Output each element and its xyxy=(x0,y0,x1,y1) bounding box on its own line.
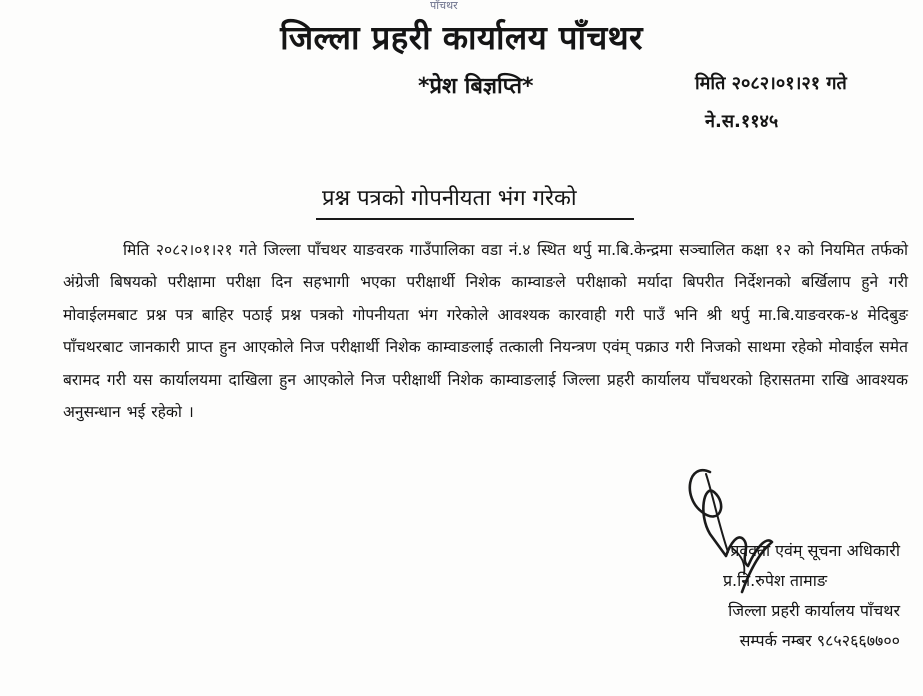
signature-block xyxy=(630,536,900,656)
press-release-label: *प्रेश बिज्ञप्ति* xyxy=(418,74,534,99)
signatory-office: जिल्ला प्रहरी कार्यालय पाँचथर xyxy=(728,601,900,620)
reference-number: ने.स.११४५ xyxy=(705,111,779,132)
signatory-designation: प्रवक्ता एवंम् सूचना अधिकारी xyxy=(730,541,900,560)
subject-underline xyxy=(316,218,634,220)
cropped-header-fragment: पाँचथर xyxy=(430,0,458,12)
signatory-name: प्र.नि.रुपेश तामाङ xyxy=(722,571,828,590)
body-paragraph: मिति २०८२।०१।२१ गते जिल्ला पाँचथर याङवरक गाउँपालिका वडा नं.४ स्थित थर्पु मा.बि.केन्द्रमा सञ्चालित कक्षा १२ को नियमित तर्फको अंग्रेजी बिषयको परीक्षामा परीक्षा दिन सहभागी भएका परीक्षार्थी निशेक काम्वाङले परीक्षाको मर्यादा बिपरीत निर्देशनको बर्खिलाप हुने गरी मोवाईलमबाट प्रश्न पत्र बाहिर पठाई प्रश्न पत्रको गोपनीयता भंग गरेकोले आवश्यक कारवाही गरी पाउँ भनि श्री थर्पु मा.बि.याङवरक-४ मेदिबुङ पाँचथरबाट जानकारी प्राप्त हुन आएकोले निज परीक्षार्थी निशेक काम्वाङलाई तत्काली नियन्त्रण एवंम् पक्राउ गरी निजको साथमा रहेको मोवाईल समेत बरामद गरी यस कार्यालयमा दाखिला हुन आएकोले निज परीक्षार्थी निशेक काम्वाङलाई जिल्ला प्रहरी कार्यालय पाँचथरको हिरासतमा राखि आवश्यक अनुसन्धान भई रहेको । xyxy=(63,241,908,422)
signatory-contact: सम्पर्क नम्बर ९८५२६६७७०० xyxy=(739,631,900,650)
office-title: जिल्ला प्रहरी कार्यालय पाँचथर xyxy=(280,18,643,57)
issue-date: मिति २०८२।०१।२१ गते xyxy=(695,73,847,94)
subject-heading: प्रश्न पत्रको गोपनीयता भंग गरेको xyxy=(322,186,577,211)
